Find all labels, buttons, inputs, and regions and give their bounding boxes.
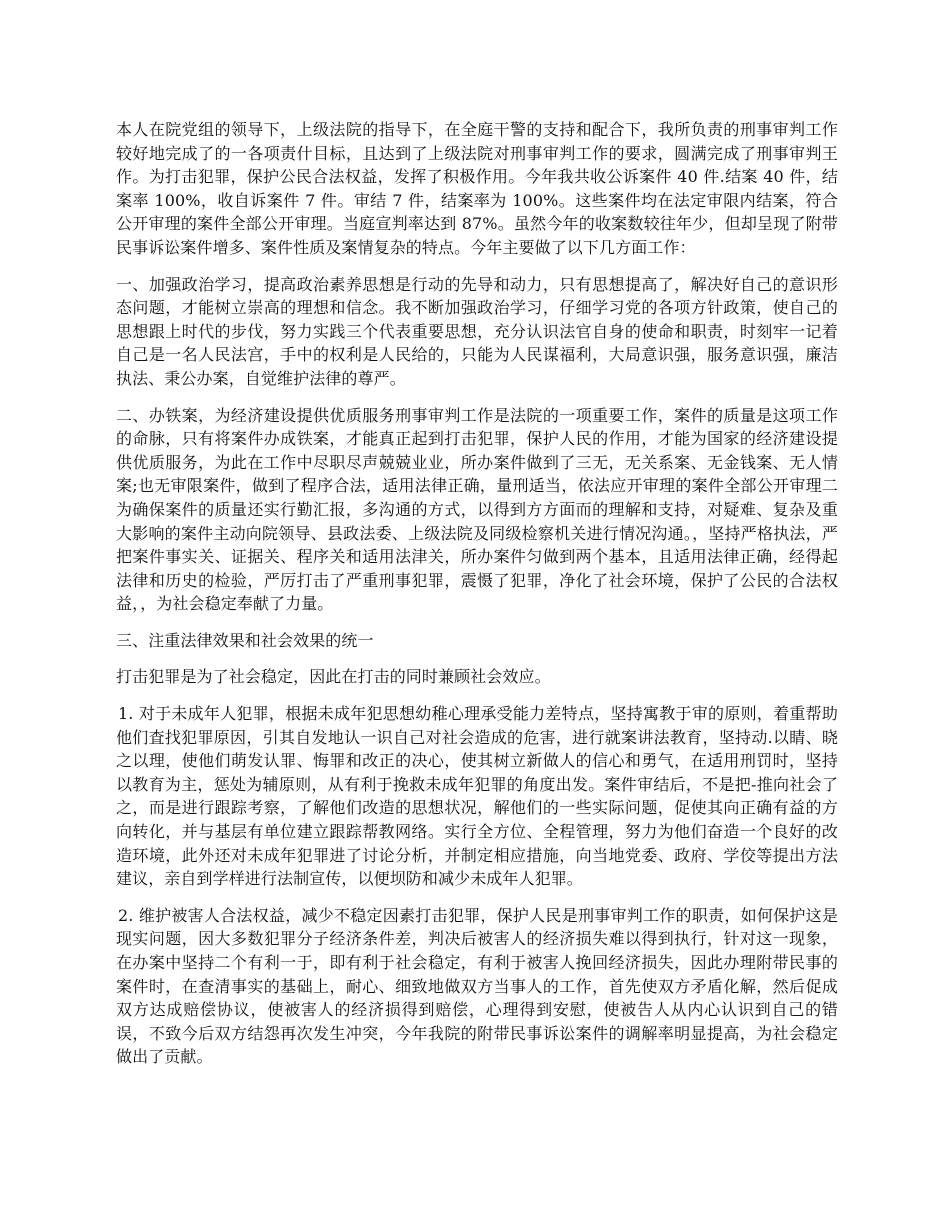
paragraph-section-3-intro: 打击犯罪是为了社会稳定，因此在打击的同时兼顾社会效应。	[116, 667, 551, 687]
paragraph-section-1: 一、加强政治学习，提高政治素养思想是行动的先导和动力，只有思想提高了，解决好自己的意识形态问题，才能树立崇高的理想和信念。我不断加强政治学习，仔细学习党的各项方针政策，使自己的思想跟上时代的步伐，努力实践三个代表重要思想，充分认识法官自身的使命和职责，时刻牢一记着自己是一名人民法宫，手中的权利是人民给的，只能为人民谋福利，大局意识强，服务意识强，廉洁执法、秉公办案，自觉维护法律的尊严。	[116, 274, 838, 388]
paragraph-section-3-heading: 三、注重法律效果和社会效果的统一	[116, 630, 374, 650]
paragraph-intro: 本人在院党组的领导下，上级法院的指导下，在全庭干警的支持和配合下，我所负责的刑事审判工作较好地完成了的一各项责什目标，且达到了上级法院对刑事审判工作的要求，圆满完成了刑事审判王作。为打击犯罪，保护公民合法权益，发挥了积极作用。今年我共收公诉案件 40 件.结案 40 件，结案率 100%，收自诉案件 7 件。审结 7 件，结案率为 100%。这些案件均在法定审限内结案，符合公开审理的案件全部公开审理。当庭宣判率达到 87%。虽然今年的收案数较往年少，但却呈现了附带民事诉讼案件增多、案件性质及案情复杂的特点。今年主要做了以下几方面工作：	[116, 120, 838, 257]
paragraph-section-2: 二、办铁案，为经济建设提供优质服务刑事审判工作是法院的一项重要工作，案件的质量是这项工作的命脉，只有将案件办成铁案，才能真正起到打击犯罪，保护人民的作用，才能为国家的经济建设提供优质服务，为此在工作中尽职尽声兢兢业业，所办案件做到了三无，无关系案、无金钱案、无人情案;也无审限案件，做到了程序合法，适用法律正确，量刑适当，依法应开审理的案件全部公开审理二为确保案件的质量还实行勤汇报，多沟通的方式，以得到方方面而的理解和支持，对疑难、复杂及重大影响的案件主动向院领导、县政法委、上级法院及同级检察机关进行情况沟通。，坚持严格执法，严把案件事实关、证据关、程序关和适用法津关，所办案件匀做到两个基本，且适用法律正确，经得起法律和历史的检验，严厉打击了严重刑事犯罪，震慑了犯罪，净化了社会环境，保护了公民的合法权益，，为社会稳定奉献了力量。	[116, 405, 838, 614]
document-body	[116, 118, 838, 1082]
paragraph-item-2: 2. 维护被害人合法权益，减少不稳定因素打击犯罪，保护人民是刑事审判工作的职责，如何保护这是现实问题，因大多数犯罪分子经济条件差，判决后被害人的经济损失难以得到执行，针对这一现象，在办案中坚持二个有利一于，即有利于社会稳定，有利于被害人挽回经济损失，因此办理附带民事的案件时，在查清事实的基础上，耐心、细致地做双方当事人的工作，首先使双方矛盾化解，然后促成双方达成赔偿协议，使被害人的经济损得到赔偿，心理得到安慰，使被告人从内心认识到自己的错误，不致今后双方结怨再次发生冲突，今年我院的附带民事诉讼案件的调解率明显提高，为社会稳定做出了贡献。	[116, 905, 838, 1067]
paragraph-item-1: 1. 对于未成年人犯罪，根据未成年犯思想幼稚心理承受能力差特点，坚持寓教于审的原则，着重帮助他们査找犯罪原因，引其自发地认一识自己对社会造成的危害，进行就案讲法教育，坚持动.以睛、晓之以理，使他们萌发认罪、悔罪和改正的决心，使其树立新做人的信心和勇气，在适用刑罚时，坚持以教育为主，惩处为辅原则，从有利于挽救未成年犯罪的角度出发。案件审结后，不是把-推向社会了之，而是进行跟踪考察，了解他们改造的思想状况，解他们的一些实际问题，促使其向正确有益的方向转化，并与基层有单位建立跟踪帮教网络。实行全方位、全程管理，努力为他们奋造一个良好的改造环境，此外还对未成年犯罪进了讨论分析，并制定相应措施，向当地党委、政府、学佼等提出方法建议，亲自到学样进行法制宣传，以便坝防和减少未成年人犯罪。	[116, 704, 838, 889]
